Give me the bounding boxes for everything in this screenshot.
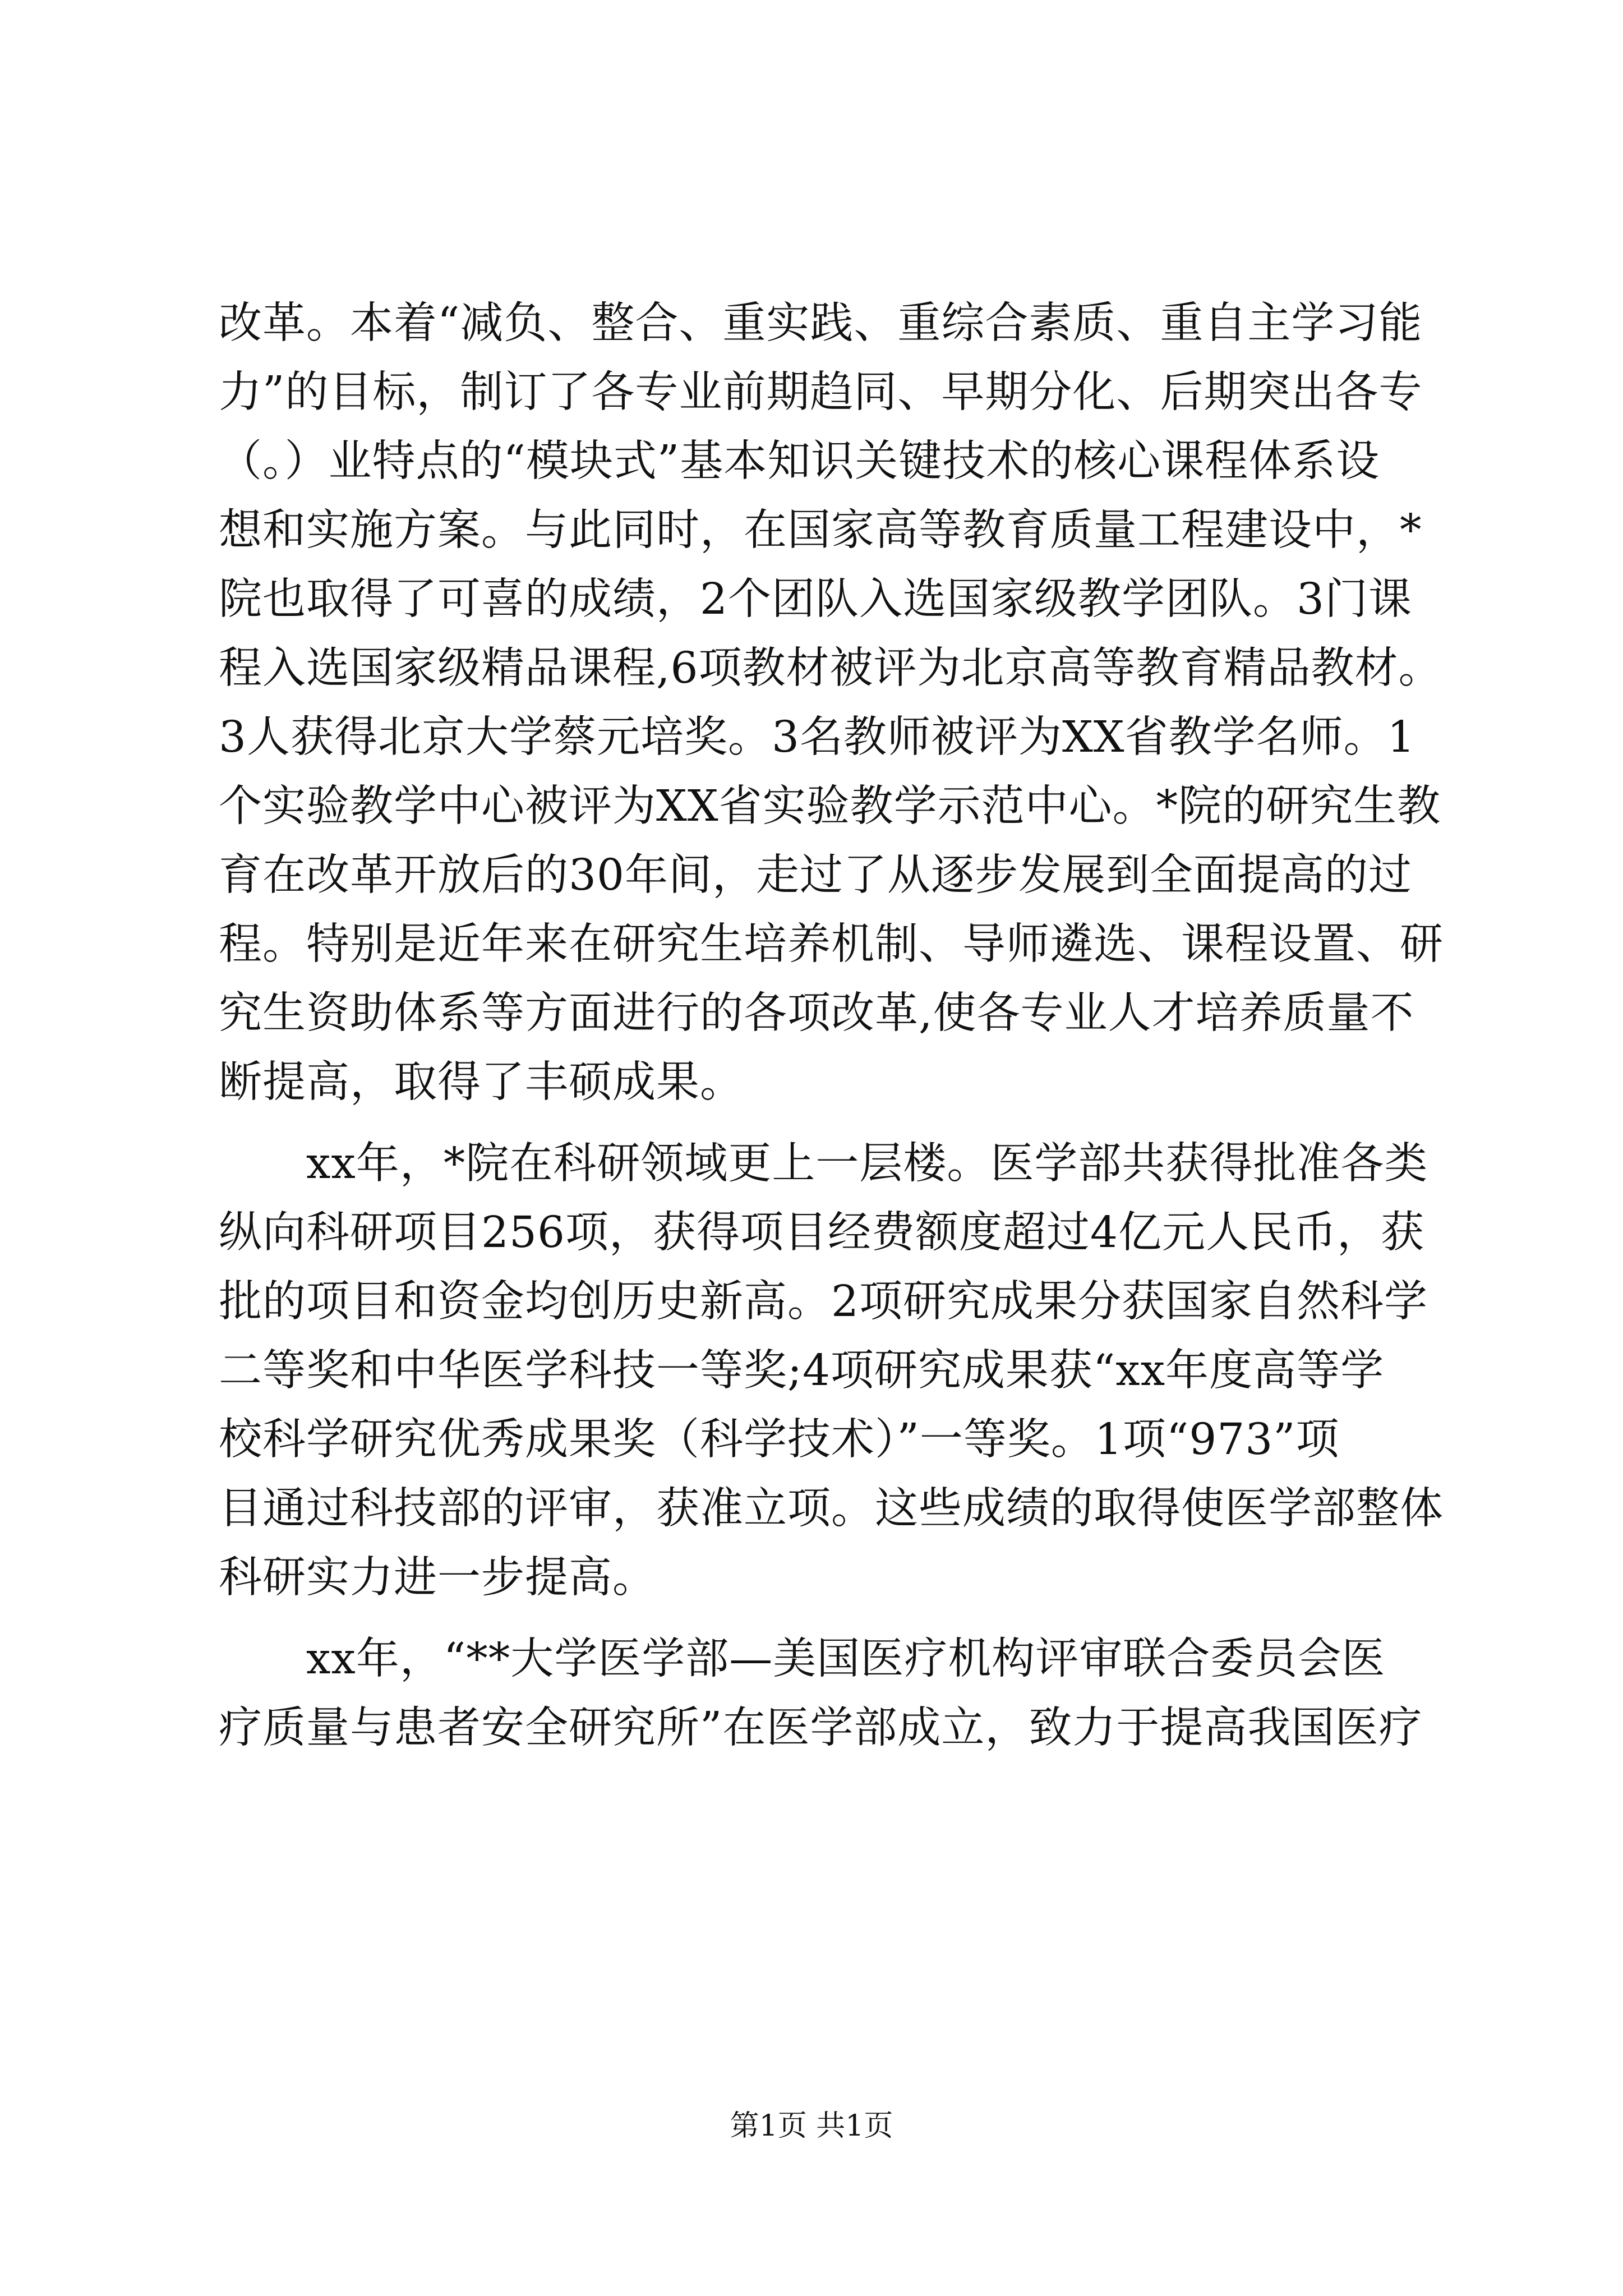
paragraph-3 [219,1625,1423,1763]
text-line: 断提高，取得了丰硕成果。 [219,1057,744,1107]
text-line: xx年，“**大学医学部—美国医疗机构评审联合委员会医 [219,1634,1386,1684]
text-line: 想和实施方案。与此同时，在国家高等教育质量工程建设中，* [219,505,1422,555]
text-line: 纵向科研项目256项，获得项目经费额度超过4亿元人民币，获 [219,1208,1424,1258]
text-line: 程。特别是近年来在研究生培养机制、导师遴选、课程设置、研 [219,919,1444,969]
text-line: 批的项目和资金均创历史新高。2项研究成果分获国家自然科学 [219,1277,1428,1327]
page-number-footer: 第1页 共1页 [730,2109,893,2143]
text-line: 个实验教学中心被评为XX省实验教学示范中心。*院的研究生教 [219,781,1441,831]
text-line: 目通过科技部的评审，获准立项。这些成绩的取得使医学部整体 [219,1484,1444,1534]
document-body [219,289,1444,1763]
text-line: 3人获得北京大学蔡元培奖。3名教师被评为XX省教学名师。1 [219,712,1415,762]
paragraph-1 [219,289,1444,1117]
text-line: 院也取得了可喜的成绩，2个团队入选国家级教学团队。3门课 [219,574,1412,624]
text-line: 校科学研究优秀成果奖（科学技术）”一等奖。1项“973”项 [219,1415,1340,1465]
text-line: 疗质量与患者安全研究所”在医学部成立，致力于提高我国医疗 [219,1703,1423,1753]
text-line: 育在改革开放后的30年间，走过了从逐步发展到全面提高的过 [219,850,1412,900]
text-line: 改革。本着“减负、整合、重实践、重综合素质、重自主学习能 [219,298,1423,348]
paragraph-spacer [219,1612,1412,1625]
text-line: 二等奖和中华医学科技一等奖;4项研究成果获“xx年度高等学 [219,1346,1385,1396]
text-line: xx年，*院在科研领域更上一层楼。医学部共获得批准各类 [219,1139,1428,1189]
paragraph-2 [219,1129,1444,1612]
text-line: （。）业特点的“模块式”基本知识关键技术的核心课程体系设 [219,436,1380,486]
paragraph-spacer [219,1117,1412,1129]
text-line: 科研实力进一步提高。 [219,1553,656,1603]
text-line: 究生资助体系等方面进行的各项改革,使各专业人才培养质量不 [219,988,1414,1038]
text-line: 程入选国家级精品课程,6项教材被评为北京高等教育精品教材。 [219,643,1442,693]
text-line: 力”的目标，制订了各专业前期趋同、早期分化、后期突出各专 [219,367,1423,417]
